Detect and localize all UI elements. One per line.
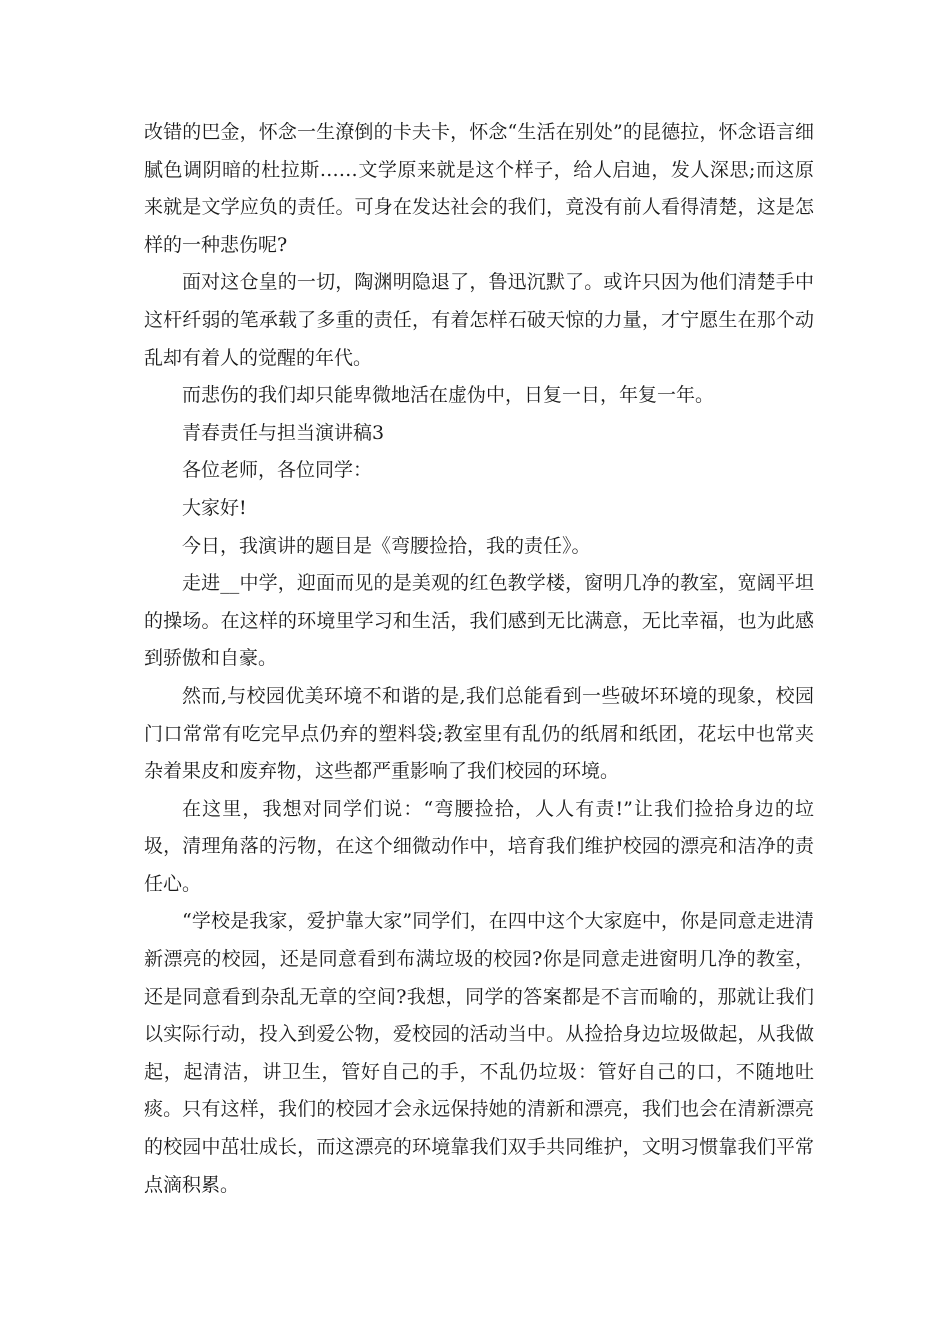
- paragraph: 在这里，我想对同学们说：“弯腰捡拾，人人有责!”让我们捡拾身边的垃圾，清理角落的污物，在这个细微动作中，培育我们维护校园的漂亮和洁净的责任心。: [144, 797, 814, 895]
- paragraph: 今日，我演讲的题目是《弯腰捡拾，我的责任》。: [182, 534, 591, 557]
- paragraph: 面对这仓皇的一切，陶渊明隐退了，鲁迅沉默了。或许只因为他们清楚手中这杆纤弱的笔承载了多重的责任，有着怎样石破天惊的力量，才宁愿生在那个动乱却有着人的觉醒的年代。: [144, 271, 814, 369]
- paragraph: 然而,与校园优美环境不和谐的是,我们总能看到一些破坏环境的现象，校园门口常常有吃完早点仍弃的塑料袋;教室里有乱仍的纸屑和纸团，花坛中也常夹杂着果皮和废弃物，这些都严重影响了我们校园的环境。: [144, 684, 814, 783]
- paragraph: 而悲伤的我们却只能卑微地活在虚伪中，日复一日，年复一年。: [182, 384, 715, 407]
- paragraph: 改错的巴金，怀念一生潦倒的卡夫卡，怀念“生活在别处”的昆德拉，怀念语言细腻色调阴暗的杜拉斯……文学原来就是这个样子，给人启迪，发人深思;而这原来就是文学应负的责任。可身在发达社会的我们，竟没有前人看得清楚，这是怎样的一种悲伤呢?: [144, 121, 814, 256]
- section-title: 青春责任与担当演讲稿3: [182, 421, 385, 444]
- salutation: 各位老师，各位同学：: [182, 459, 373, 482]
- document-body: [144, 114, 814, 1204]
- greeting: 大家好!: [182, 496, 247, 519]
- paragraph: 走进__中学，迎面而见的是美观的红色教学楼，窗明几净的教室，宽阔平坦的操场。在这样的环境里学习和生活，我们感到无比满意，无比幸福，也为此感到骄傲和自豪。: [144, 572, 814, 670]
- paragraph: “学校是我家，爱护靠大家”同学们，在四中这个大家庭中，你是同意走进清新漂亮的校园，还是同意看到布满垃圾的校园?你是同意走进窗明几净的教室，还是同意看到杂乱无章的空间?我想，同学的答案都是不言而喻的，那就让我们以实际行动，投入到爱公物，爱校园的活动当中。从捡拾身边垃圾做起，从我做起，起清洁，讲卫生，管好自己的手，不乱仍垃圾：管好自己的口，不随地吐痰。只有这样，我们的校园才会永远保持她的清新和漂亮，我们也会在清新漂亮的校园中茁壮成长，而这漂亮的环境靠我们双手共同维护，文明习惯靠我们平常点滴积累。: [144, 910, 814, 1196]
